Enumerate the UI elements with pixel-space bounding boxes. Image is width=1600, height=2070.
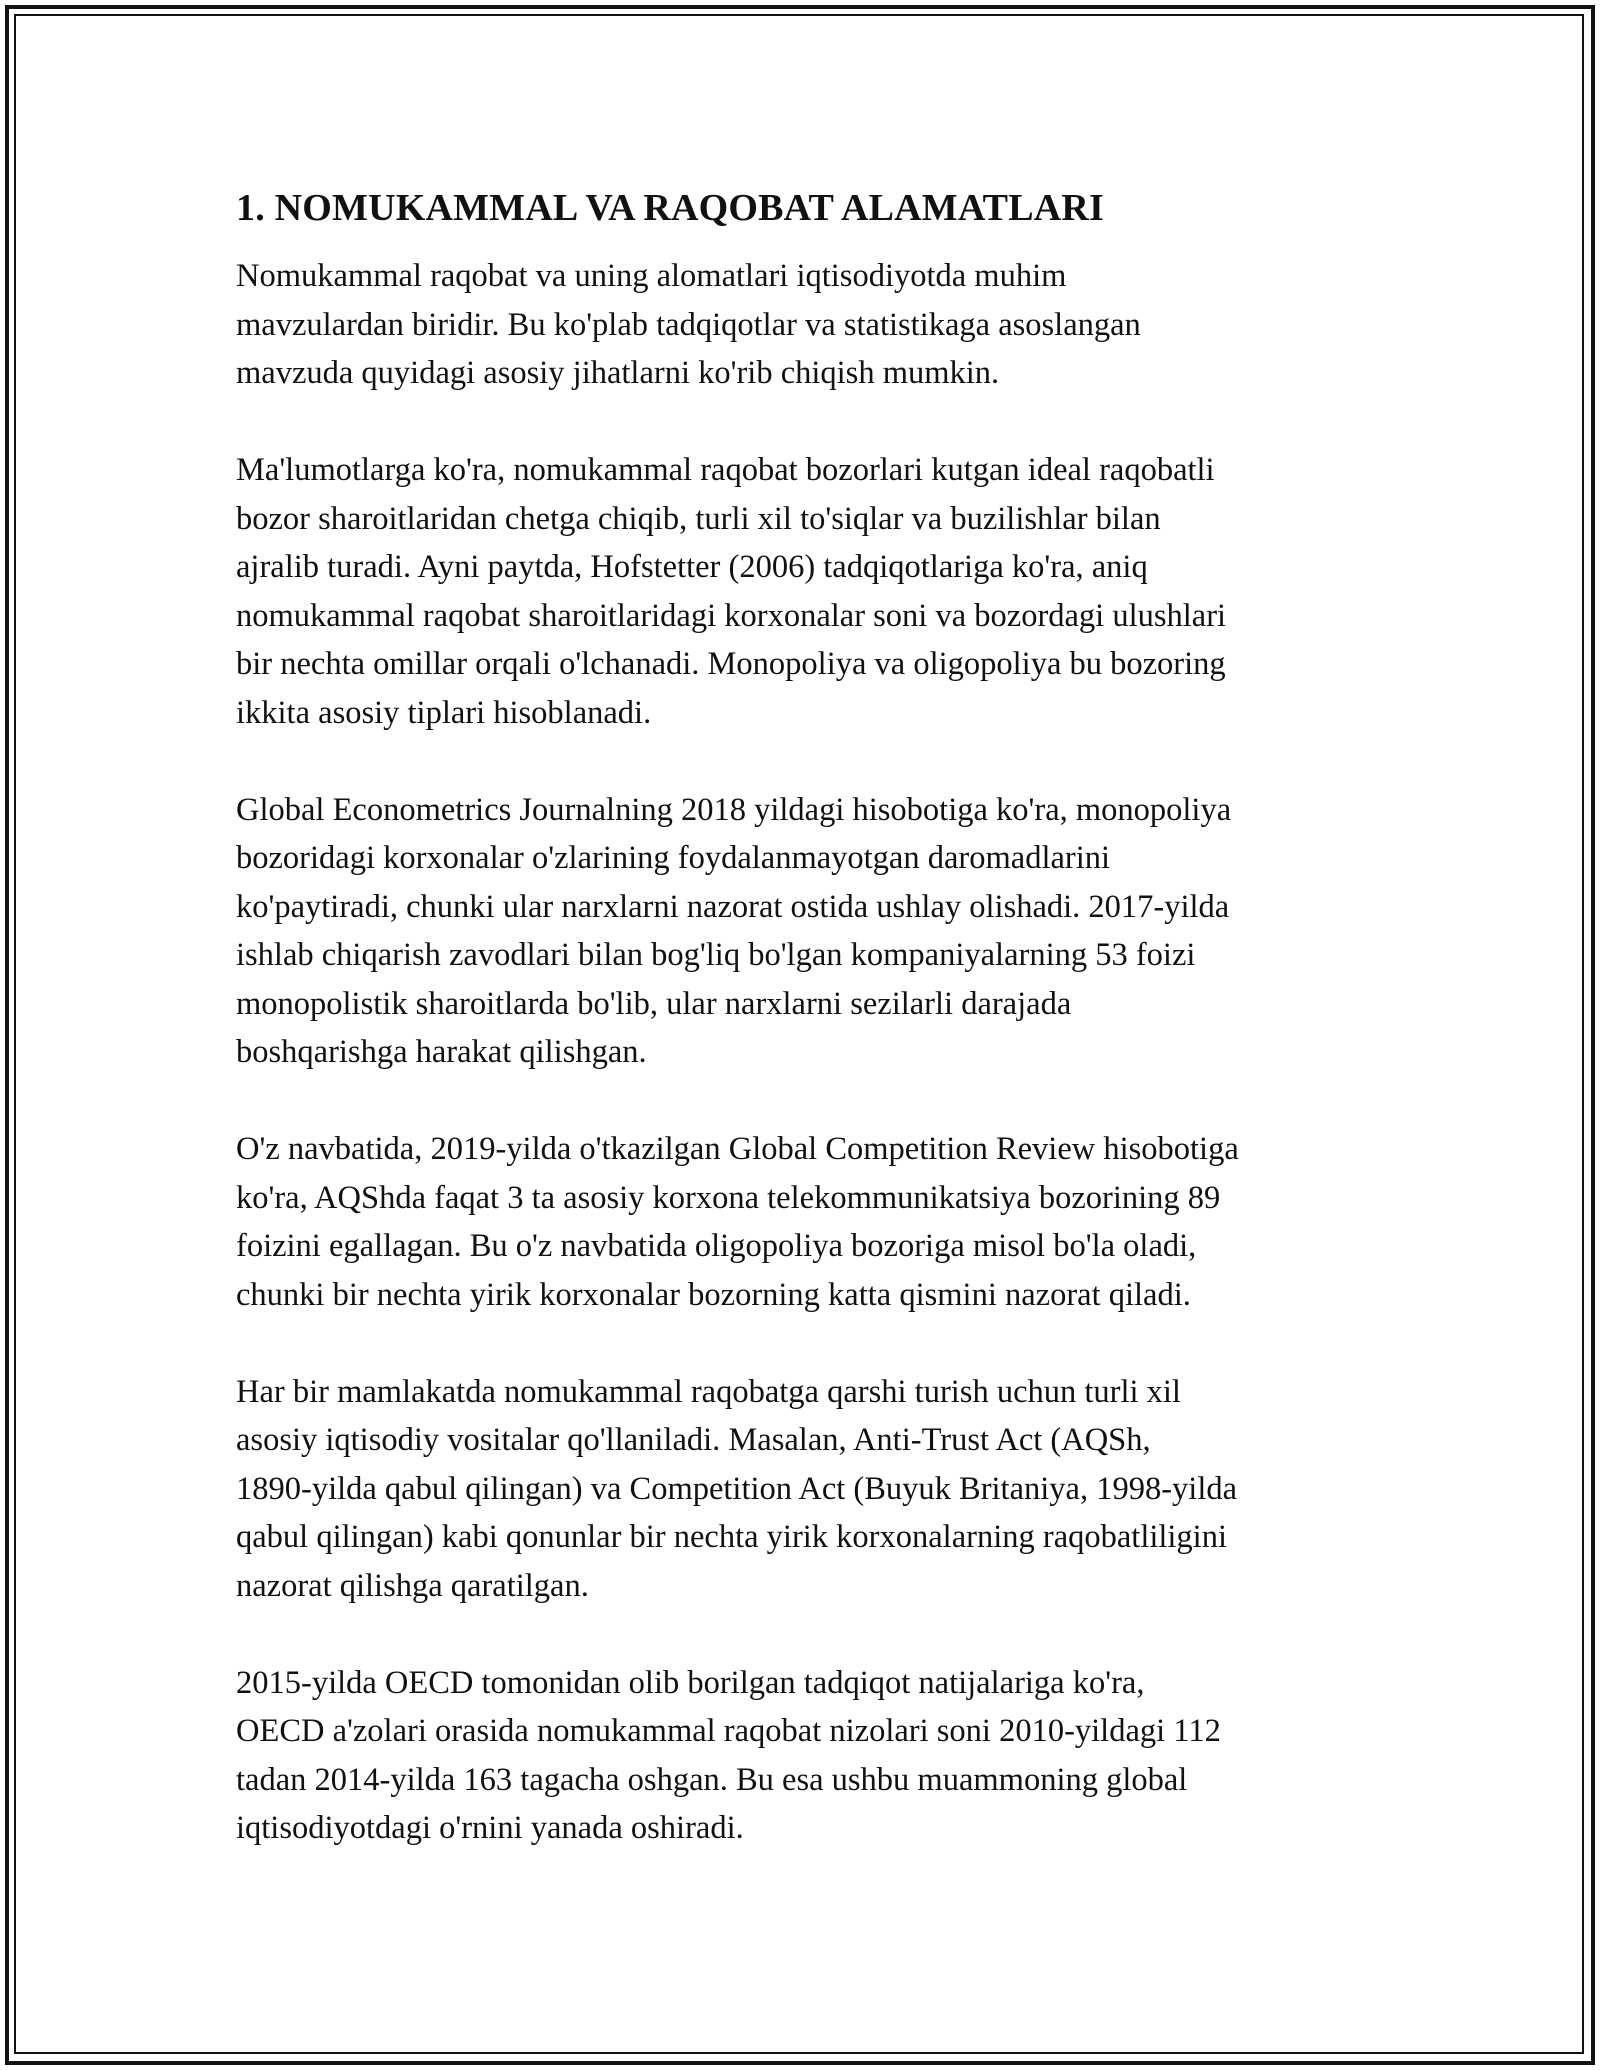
paragraph-3: Global Econometrics Journalning 2018 yildagi hisobotiga ko'ra, monopoliya bozoridagi korxonalar o'zlarining foydalanmayotgan daromadlarini ko'paytiradi, chunki ular narxlarni nazorat ostida ushlay olishadi. 2017-yilda ishlab chiqarish zavodlari bilan bog'liq bo'lgan kompaniyalarning 53 foizi monopolistik sharoitlarda bo'lib, ular narxlarni sezilarli darajada boshqarishga harakat qilishgan. (236, 791, 1232, 1070)
paragraph-4: O'z navbatida, 2019-yilda o'tkazilgan Global Competition Review hisobotiga ko'ra, AQShda faqat 3 ta asosiy korxona telekommunikatsiya bozorining 89 foizini egallagan. Bu o'z navbatida oligopoliya bozoriga misol bo'la oladi, chunki bir nechta yirik korxonalar bozorning katta qismini nazorat qiladi. (236, 1131, 1239, 1313)
section-title: 1. NOMUKAMMAL VA RAQOBAT ALAMATLARI (236, 187, 1105, 229)
document-body (236, 184, 1376, 1901)
paragraph-5: Har bir mamlakatda nomukammal raqobatga qarshi turish uchun turli xil asosiy iqtisodiy vositalar qo'llaniladi. Masalan, Anti-Trust Act (AQSh, 1890-yilda qabul qilingan) va Competition Act (Buyuk Britaniya, 1998-yilda qabul qilingan) kabi qonunlar bir nechta yirik korxonalarning raqobatliligini nazorat qilishga qaratilgan. (236, 1373, 1238, 1604)
paragraph-2: Ma'lumotlarga ko'ra, nomukammal raqobat bozorlari kutgan ideal raqobatli bozor sharoitlaridan chetga chiqib, turli xil to'siqlar va buzilishlar bilan ajralib turadi. Ayni paytda, Hofstetter (2006) tadqiqotlariga ko'ra, aniq nomukammal raqobat sharoitlaridagi korxonalar soni va bozordagi ulushlari bir nechta omillar orqali o'lchanadi. Monopoliya va oligopoliya bu bozoring ikkita asosiy tiplari hisoblanadi. (236, 452, 1227, 731)
paragraph-6: 2015-yilda OECD tomonidan olib borilgan tadqiqot natijalariga ko'ra, OECD a'zolari orasida nomukammal raqobat nizolari soni 2010-yildagi 112 tadan 2014-yilda 163 tagacha oshgan. Bu esa ushbu muammoning global iqtisodiyotdagi o'rnini yanada oshiradi. (236, 1664, 1221, 1846)
paragraph-1: Nomukammal raqobat va uning alomatlari iqtisodiyotda muhim mavzulardan biridir. Bu ko'plab tadqiqotlar va statistikaga asoslangan mavzuda quyidagi asosiy jihatlarni ko'rib chiqish mumkin. (236, 258, 1141, 391)
